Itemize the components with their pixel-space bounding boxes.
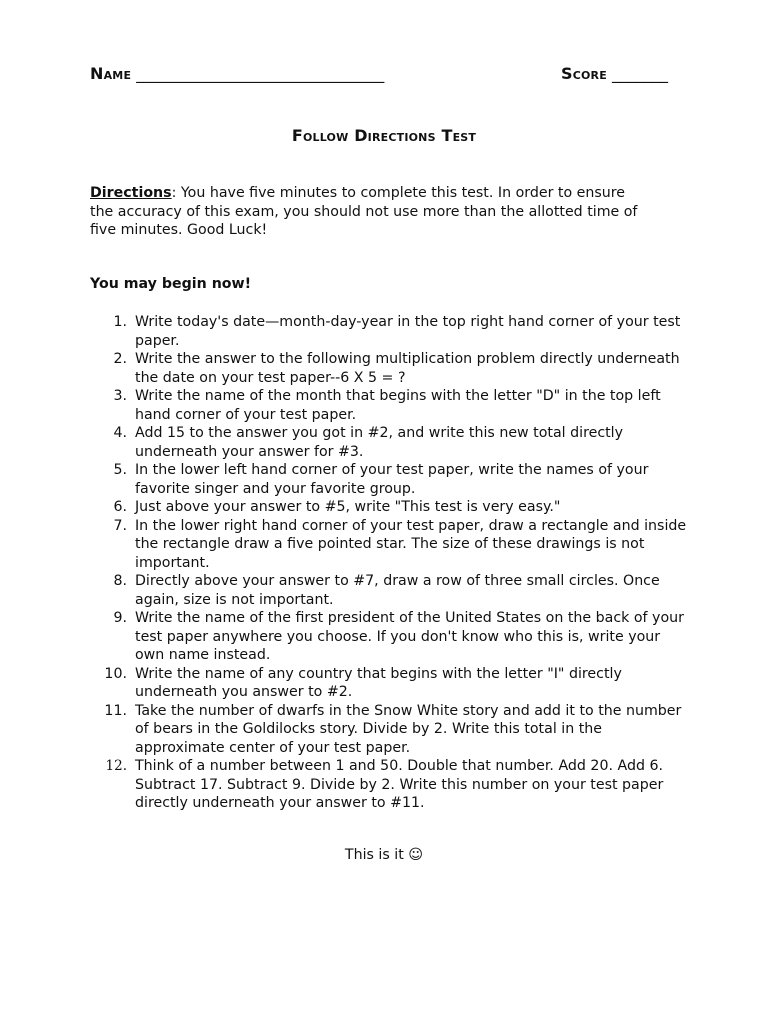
list-item bbox=[90, 350, 690, 387]
item-text: Write the name of the first president of the United States on the back of your test paper anywhere you choose. If you don't know who this is, write your own name instead. bbox=[135, 610, 684, 663]
list-item bbox=[90, 665, 690, 702]
name-label: Name bbox=[90, 64, 132, 83]
item-number: 10. bbox=[104, 665, 127, 682]
score-label: Score bbox=[561, 64, 607, 83]
list-item bbox=[90, 387, 690, 424]
item-number: 12. bbox=[105, 758, 127, 774]
score-blank-line: _______ bbox=[612, 64, 669, 83]
item-number: 2. bbox=[113, 351, 127, 367]
list-item bbox=[90, 498, 690, 517]
directions-paragraph bbox=[90, 184, 650, 240]
list-item bbox=[90, 757, 690, 813]
list-item bbox=[90, 461, 690, 498]
directions-label: Directions bbox=[90, 185, 172, 201]
item-number: 7. bbox=[113, 517, 127, 534]
item-number: 8. bbox=[113, 573, 127, 589]
score-field bbox=[561, 64, 668, 83]
directions-text: : You have five minutes to complete this test. In order to ensure the accuracy of this exam, you should not use more than the allotted time of five minutes. Good Luck! bbox=[90, 185, 638, 238]
item-number: 1. bbox=[113, 314, 127, 330]
item-number: 5. bbox=[113, 462, 127, 478]
list-item bbox=[90, 702, 690, 758]
item-number: 6. bbox=[113, 499, 127, 515]
item-text: Just above your answer to #5, write "This test is very easy." bbox=[135, 499, 561, 515]
name-blank-line: _______________________________ bbox=[136, 64, 385, 83]
item-number: 11. bbox=[104, 702, 127, 719]
item-text: Write today's date—month-day-year in the top right hand corner of your test paper. bbox=[135, 314, 681, 349]
begin-heading: You may begin now! bbox=[90, 276, 252, 292]
item-text: Write the name of the month that begins with the letter "D" in the top left hand corner of your test paper. bbox=[135, 388, 661, 423]
item-text: Write the name of any country that begins with the letter "I" directly underneath you answer to #2. bbox=[135, 665, 622, 700]
item-text: Add 15 to the answer you got in #2, and write this new total directly underneath your answer for #3. bbox=[135, 425, 624, 460]
item-text: Directly above your answer to #7, draw a row of three small circles. Once again, size is not important. bbox=[135, 573, 660, 608]
directions-list bbox=[90, 313, 690, 813]
name-field bbox=[90, 64, 384, 83]
item-number: 9. bbox=[113, 610, 127, 626]
list-item bbox=[90, 572, 690, 609]
item-number: 3. bbox=[113, 388, 127, 404]
item-text: In the lower right hand corner of your test paper, draw a rectangle and inside the rectangle draw a five pointed star. The size of these drawings is not important. bbox=[135, 517, 687, 571]
item-text: In the lower left hand corner of your test paper, write the names of your favorite singer and your favorite group. bbox=[135, 462, 649, 497]
item-text: Write the answer to the following multiplication problem directly underneath the date on your test paper--6 X 5 = ? bbox=[135, 351, 680, 386]
list-item bbox=[90, 517, 690, 573]
item-number: 4. bbox=[113, 425, 127, 441]
list-item bbox=[90, 609, 690, 665]
item-text: Take the number of dwarfs in the Snow White story and add it to the number of bears in the Goldilocks story. Divide by 2. Write this total in the approximate center of your test paper. bbox=[135, 702, 682, 756]
closing-line: This is it ☺ bbox=[344, 847, 424, 863]
list-item bbox=[90, 313, 690, 350]
item-text: Think of a number between 1 and 50. Double that number. Add 20. Add 6. Subtract 17. Subtract 9. Divide by 2. Write this number on your test paper directly underneath your answer to #11. bbox=[135, 758, 664, 811]
page-title: Follow Directions Test bbox=[291, 126, 477, 145]
list-item bbox=[90, 424, 690, 461]
